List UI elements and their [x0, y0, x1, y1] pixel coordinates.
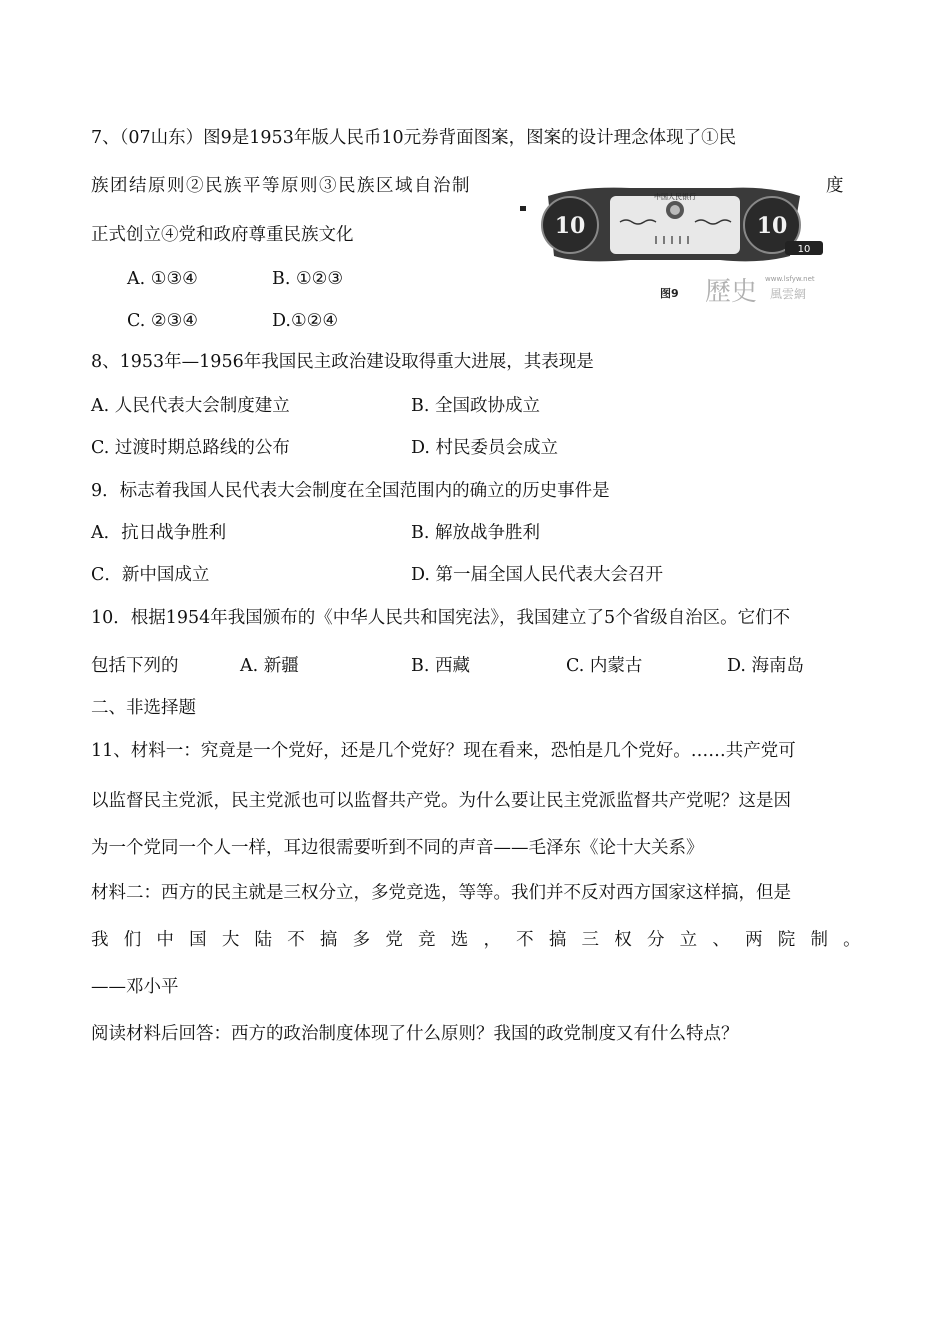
justified-char: 立 — [679, 930, 698, 950]
justified-char: 制 — [810, 930, 828, 950]
justified-char: ， — [483, 930, 501, 950]
justified-char: 陆 — [254, 930, 273, 950]
note-header: 中国人民银行 — [654, 193, 696, 201]
justified-char: 分 — [646, 930, 665, 950]
justified-char: 国 — [189, 930, 207, 950]
q9-option-b: B. 解放战争胜利 — [411, 523, 540, 543]
banknote-figure — [520, 178, 830, 306]
q10-option-a: A. 新疆 — [240, 656, 299, 676]
justified-char: 。 — [843, 930, 861, 950]
justified-char: 不 — [287, 930, 305, 950]
justified-char: 竞 — [418, 930, 436, 950]
justified-char: 权 — [614, 930, 632, 950]
left-denomination: 10 — [554, 213, 586, 239]
justified-char: 搞 — [548, 930, 567, 950]
mark-dot — [520, 206, 526, 211]
q7-line-3: 正式创立④党和政府尊重民族文化 — [91, 225, 354, 245]
q10-option-d: D. 海南岛 — [727, 656, 805, 676]
q8-option-a: A. 人民代表大会制度建立 — [91, 396, 290, 416]
justified-char: 大 — [221, 930, 240, 950]
q9-option-c: C．新中国成立 — [91, 565, 210, 585]
watermark-url: www.lsfyw.net — [765, 275, 815, 283]
q10-line-2: 包括下列的 — [91, 656, 179, 676]
watermark-small: 風雲網 — [770, 287, 807, 301]
justified-char: 党 — [385, 930, 403, 950]
q9-option-a: A．抗日战争胜利 — [91, 523, 227, 543]
justified-char: 院 — [777, 930, 796, 950]
banknote-image — [520, 178, 830, 306]
q11-material-1-line-1: 11、材料一：究竟是一个党好，还是几个党好？现在看来，恐怕是几个党好。……共产党可 — [91, 741, 796, 761]
justified-char: 不 — [516, 930, 534, 950]
justified-char: 两 — [745, 930, 763, 950]
q8-option-c: C. 过渡时期总路线的公布 — [91, 438, 290, 458]
q7-line-2-tail: 度 — [826, 176, 844, 196]
q11-question: 阅读材料后回答：西方的政治制度体现了什么原则？我国的政党制度又有什么特点？ — [91, 1024, 739, 1044]
justified-char: 我 — [91, 930, 109, 950]
section-2-heading: 二、非选择题 — [91, 698, 196, 718]
q11-material-1-line-3: 为一个党同一个人一样，耳边很需要听到不同的声音——毛泽东《论十大关系》 — [91, 838, 704, 858]
q9-stem: 9．标志着我国人民代表大会制度在全国范围内的确立的历史事件是 — [91, 481, 610, 501]
q11-material-1-line-2: 以监督民主党派，民主党派也可以监督共产党。为什么要让民主党派监督共产党呢？这是因 — [91, 791, 791, 811]
q7-option-d: D.①②④ — [272, 311, 339, 331]
q7-option-c: C. ②③④ — [127, 311, 198, 331]
q8-option-b: B. 全国政协成立 — [411, 396, 540, 416]
justified-char: 、 — [712, 930, 730, 950]
justified-char: 们 — [123, 930, 142, 950]
q7-line-2: 族团结原则②民族平等原则③民族区域自治制 — [91, 176, 471, 196]
q8-option-d: D. 村民委员会成立 — [411, 438, 559, 458]
q7-option-b: B. ①②③ — [272, 269, 344, 289]
justified-char: 中 — [156, 930, 174, 950]
q10-option-c: C. 内蒙古 — [566, 656, 643, 676]
justified-char: 搞 — [319, 930, 338, 950]
q11-material-2-source: ——邓小平 — [91, 977, 179, 997]
q7-line-1: 7、（07山东）图9是1953年版人民币10元券背面图案，图案的设计理念体现了①民 — [91, 128, 737, 148]
q7-option-a: A. ①③④ — [127, 269, 198, 289]
q11-material-2-line-1: 材料二：西方的民主就是三权分立，多党竞选，等等。我们并不反对西方国家这样搞，但是 — [91, 883, 791, 903]
q8-stem: 8、1953年—1956年我国民主政治建设取得重大进展，其表现是 — [91, 352, 594, 372]
q10-line-1: 10．根据1954年我国颁布的《中华人民共和国宪法》，我国建立了5个省级自治区。它们不 — [91, 608, 791, 628]
watermark-text: 歷史 — [705, 277, 758, 306]
figure-caption: 图9 — [660, 287, 679, 300]
justified-char: 多 — [352, 930, 371, 950]
right-denomination: 10 — [756, 213, 788, 239]
q11-material-2-line-2 — [91, 929, 861, 951]
small-denomination: 10 — [797, 244, 811, 255]
q9-option-d: D. 第一届全国人民代表大会召开 — [411, 565, 664, 585]
q10-option-b: B. 西藏 — [411, 656, 470, 676]
justified-char: 选 — [450, 930, 469, 950]
justified-char: 三 — [581, 930, 600, 950]
emblem-center — [670, 205, 680, 215]
